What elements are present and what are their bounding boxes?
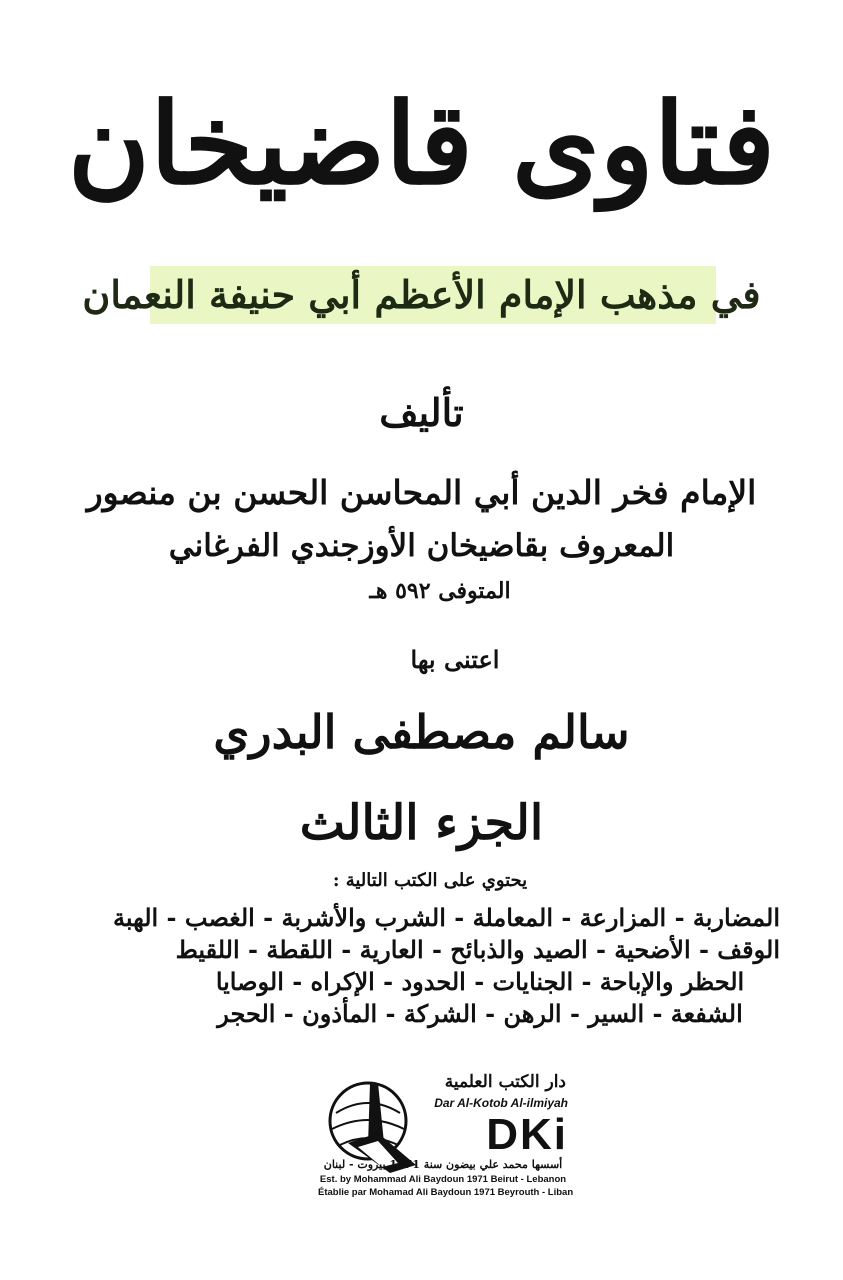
publisher-name-latin: Dar Al-Kotob Al-ilmiyah	[434, 1096, 568, 1110]
publisher-established-english: Est. by Mohammad Ali Baydoun 1971 Beirut - Lebanon	[319, 1174, 567, 1185]
contents-label: يحتوي على الكتب التالية :	[332, 870, 528, 891]
contents-line: الحظر والإباحة - الجنايات - الحدود - الإكراه - الوصايا	[215, 967, 745, 996]
publisher-established-arabic: أسسها محمد علي بيضون سنة 1971 بيروت - لبنان	[323, 1158, 563, 1171]
editor-name: سالم مصطفى البدري	[213, 705, 630, 759]
publisher-abbreviation: DKi	[486, 1110, 568, 1159]
author-name-line-1: الإمام فخر الدين أبي المحاسن الحسن بن منصور	[86, 473, 757, 512]
editor-label: اعتنى بها	[410, 645, 500, 674]
book-title: فتاوى قاضيخان	[67, 79, 776, 210]
author-death-date: المتوفى ٥٩٢ هـ	[369, 578, 511, 604]
contents-list	[113, 902, 780, 1030]
contents-line: الشفعة - السير - الرهن - الشركة - المأذون - الحجر	[217, 999, 743, 1028]
publisher-block	[318, 1065, 574, 1205]
author-name-line-2: المعروف بقاضيخان الأوزجندي الفرغاني	[168, 528, 675, 564]
publisher-established-french: Établie par Mohamad Ali Baydoun 1971 Beyrouth - Liban	[318, 1187, 574, 1198]
volume-number: الجزء الثالث	[299, 795, 544, 851]
contents-line: المضاربة - المزارعة - المعاملة - الشرب والأشربة - الغصب - الهبة	[113, 903, 780, 932]
authorship-label: تأليف	[379, 390, 464, 435]
contents-line: الوقف - الأضحية - الصيد والذبائح - العارية - اللقطة - اللقيط	[175, 935, 780, 964]
book-subtitle: في مذهب الإمام الأعظم أبي حنيفة النعمان	[82, 272, 761, 317]
publisher-name-arabic: دار الكتب العلمية	[444, 1072, 566, 1092]
